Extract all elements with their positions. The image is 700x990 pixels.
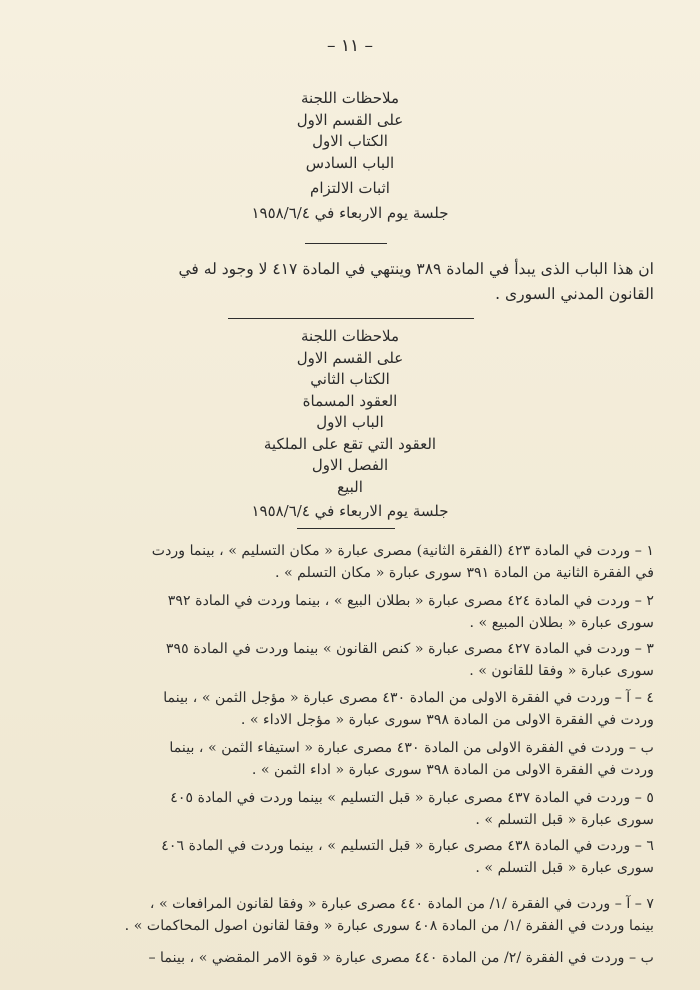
- intro-line: ان هذا الباب الذى يبدأ في المادة ٣٨٩ وينتهي في المادة ٤١٧ لا وجود له في: [178, 260, 654, 278]
- item-line: سورى عبارة « وفقا للقانون » .: [469, 663, 654, 679]
- heading-line: العقود المسماة: [302, 391, 398, 410]
- item-6: [44, 835, 654, 879]
- committee-notes-heading-2: [0, 326, 700, 520]
- item-4a: [44, 687, 654, 731]
- short-divider-1: [305, 243, 387, 244]
- heading-line: الكتاب الاول: [312, 132, 388, 150]
- page-number: – ١١ –: [326, 36, 374, 56]
- committee-notes-heading-1: [0, 88, 700, 222]
- item-line: ١ – وردت في المادة ٤٢٣ (الفقرة الثانية) مصرى عبارة « مكان التسليم » ، بينما وردت: [151, 543, 654, 559]
- item-line: ٥ – وردت في المادة ٤٣٧ مصرى عبارة « قبل التسليم » بينما وردت في المادة ٤٠٥: [170, 790, 654, 806]
- item-line: وردت في الفقرة الاولى من المادة ٣٩٨ سورى عبارة « اداء الثمن » .: [251, 762, 654, 778]
- item-line: بينما وردت في الفقرة /١/ من المادة ٤٠٨ سورى عبارة « وفقا لقانون اصول المحاكمات » .: [124, 918, 654, 934]
- item-3: [44, 638, 654, 682]
- item-line: وردت في الفقرة الاولى من المادة ٣٩٨ سورى عبارة « مؤجل الاداء » .: [240, 712, 654, 728]
- session-date-2: جلسة يوم الاربعاء في ١٩٥٨/٦/٤: [251, 502, 449, 520]
- item-5: [44, 787, 654, 831]
- short-divider-2: [297, 528, 395, 529]
- item-2: [44, 590, 654, 634]
- heading-line: ملاحظات اللجنة: [301, 89, 399, 107]
- item-line: ٦ – وردت في المادة ٤٣٨ مصرى عبارة « قبل التسليم » ، بينما وردت في المادة ٤٠٦: [161, 838, 654, 854]
- item-line: ٤ – آ – وردت في الفقرة الاولى من المادة ٤٣٠ مصرى عبارة « مؤجل الثمن » ، بينما: [163, 690, 654, 706]
- heading-line: اثبات الالتزام: [310, 179, 390, 197]
- item-line: ب – وردت في الفقرة الاولى من المادة ٤٣٠ مصرى عبارة « استيفاء الثمن » ، بينما: [169, 740, 654, 756]
- item-1: [44, 540, 654, 584]
- item-7b: [44, 947, 654, 969]
- heading-line: ملاحظات اللجنة: [301, 327, 399, 345]
- heading-line: الباب السادس: [305, 153, 395, 172]
- heading-line: الباب الاول: [316, 413, 384, 431]
- item-line: ٣ – وردت في المادة ٤٢٧ مصرى عبارة « كنص القانون » بينما وردت في المادة ٣٩٥: [165, 641, 654, 657]
- long-divider: [228, 318, 474, 319]
- session-date-1: جلسة يوم الاربعاء في ١٩٥٨/٦/٤: [251, 203, 449, 222]
- item-line: ب – وردت في الفقرة /٢/ من المادة ٤٤٠ مصرى عبارة « قوة الامر المقضي » ، بينما –: [148, 950, 654, 966]
- heading-line: على القسم الاول: [296, 348, 404, 367]
- intro-line: القانون المدني السورى .: [495, 285, 654, 303]
- heading-line: الفصل الاول: [311, 456, 389, 474]
- heading-line: على القسم الاول: [296, 110, 404, 129]
- heading-line: العقود التي تقع على الملكية: [263, 434, 437, 453]
- item-line: في الفقرة الثانية من المادة ٣٩١ سورى عبارة « مكان التسلم » .: [274, 565, 654, 581]
- item-line: سورى عبارة « قبل التسلم » .: [475, 812, 654, 828]
- heading-line: الكتاب الثاني: [310, 370, 390, 388]
- intro-paragraph: [44, 257, 654, 307]
- heading-line: البيع: [337, 477, 363, 496]
- item-line: ٢ – وردت في المادة ٤٢٤ مصرى عبارة « بطلان البيع » ، بينما وردت في المادة ٣٩٢: [167, 593, 654, 609]
- item-4b: [44, 737, 654, 781]
- item-line: سورى عبارة « قبل التسلم » .: [475, 860, 654, 876]
- item-line: سورى عبارة « بطلان المبيع » .: [469, 615, 654, 631]
- item-7a: [44, 893, 654, 937]
- item-line: ٧ – آ – وردت في الفقرة /١/ من المادة ٤٤٠ مصرى عبارة « وفقا لقانون المرافعات » ،: [149, 896, 654, 912]
